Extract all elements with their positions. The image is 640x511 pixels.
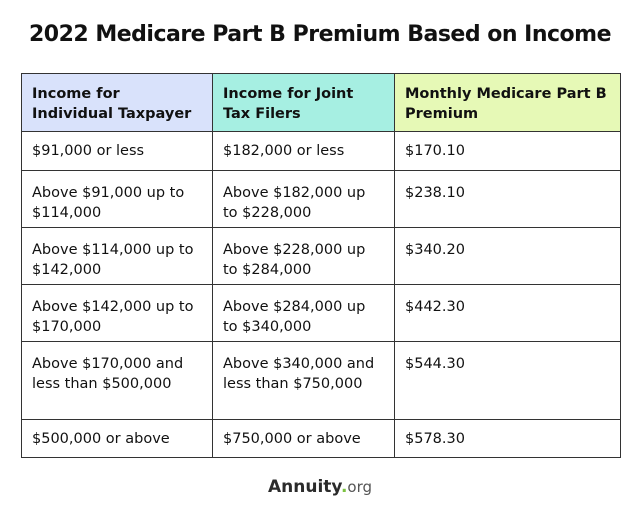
- individual-income-cell: Above $142,000 up to $170,000: [22, 285, 213, 342]
- header-individual-income: Income for Individual Taxpayer: [22, 74, 213, 132]
- joint-income-cell: $182,000 or less: [213, 132, 395, 171]
- joint-income-cell: Above $340,000 and less than $750,000: [213, 342, 395, 420]
- individual-income-cell: Above $114,000 up to $142,000: [22, 228, 213, 285]
- table-row: [22, 171, 621, 228]
- joint-income-cell: Above $228,000 up to $284,000: [213, 228, 395, 285]
- table-row: [22, 285, 621, 342]
- joint-income-cell: Above $284,000 up to $340,000: [213, 285, 395, 342]
- header-monthly-premium: Monthly Medicare Part B Premium: [395, 74, 621, 132]
- joint-income-cell: $750,000 or above: [213, 420, 395, 458]
- table-row: [22, 132, 621, 171]
- logo-brand-text: Annuity: [267, 477, 341, 497]
- page-title: 2022 Medicare Part B Premium Based on Income: [28, 22, 612, 47]
- premium-table: [21, 73, 621, 458]
- individual-income-cell: $91,000 or less: [22, 132, 213, 171]
- logo-tld-text: org: [347, 478, 373, 496]
- table-header-row: [22, 74, 621, 132]
- logo-dot: .: [340, 477, 348, 497]
- premium-cell: $170.10: [395, 132, 621, 171]
- individual-income-cell: $500,000 or above: [22, 420, 213, 458]
- table-row: [22, 420, 621, 458]
- header-joint-income: Income for Joint Tax Filers: [213, 74, 395, 132]
- premium-cell: $238.10: [395, 171, 621, 228]
- premium-cell: $578.30: [395, 420, 621, 458]
- premium-cell: $340.20: [395, 228, 621, 285]
- joint-income-cell: Above $182,000 up to $228,000: [213, 171, 395, 228]
- table-row: [22, 342, 621, 420]
- individual-income-cell: Above $170,000 and less than $500,000: [22, 342, 213, 420]
- annuity-logo: [0, 477, 640, 497]
- individual-income-cell: Above $91,000 up to $114,000: [22, 171, 213, 228]
- table-row: [22, 228, 621, 285]
- premium-cell: $442.30: [395, 285, 621, 342]
- premium-cell: $544.30: [395, 342, 621, 420]
